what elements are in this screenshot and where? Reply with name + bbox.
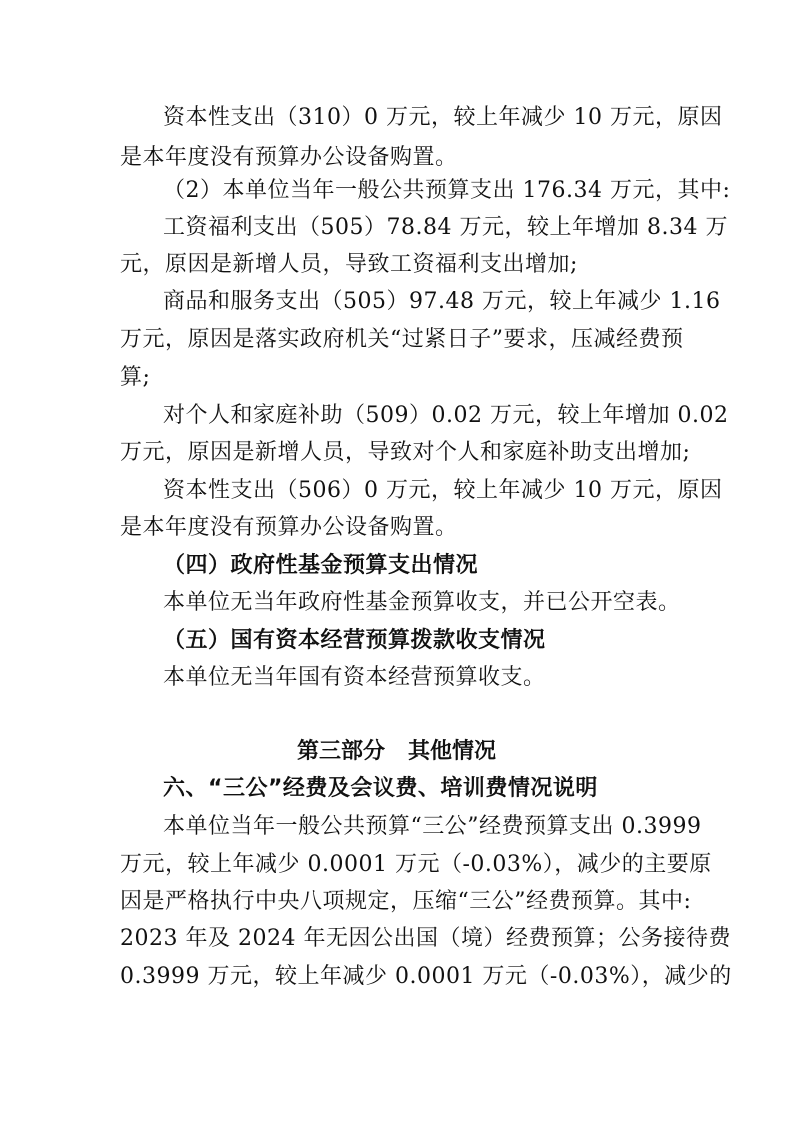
paragraph-line: 本单位无当年国有资本经营预算收支。 — [163, 665, 546, 690]
paragraph-line: 是本年度没有预算办公设备购置。 — [120, 145, 458, 170]
paragraph-line: 商品和服务支出（505）97.48 万元，较上年减少 1.16 — [163, 289, 721, 314]
part-title: 第三部分 其他情况 — [297, 739, 496, 764]
paragraph-line: 本单位当年一般公共预算“三公”经费预算支出 0.3999 — [163, 814, 702, 839]
paragraph-line: 资本性支出（506）0 万元，较上年减少 10 万元，原因 — [163, 478, 723, 503]
paragraph-line: 因是严格执行中央八项规定，压缩“三公”经费预算。其中: — [120, 889, 692, 914]
paragraph-line: 是本年度没有预算办公设备购置。 — [120, 515, 458, 540]
paragraph-line: （2）本单位当年一般公共预算支出 176.34 万元，其中: — [163, 178, 731, 203]
section-heading: （五）国有资本经营预算拨款收支情况 — [163, 628, 546, 653]
paragraph-line: 万元，原因是新增人员，导致对个人和家庭补助支出增加; — [120, 440, 691, 465]
paragraph-line: 对个人和家庭补助（509）0.02 万元，较上年增加 0.02 — [163, 403, 729, 428]
paragraph-line: 资本性支出（310）0 万元，较上年减少 10 万元，原因 — [163, 105, 723, 130]
paragraph-line: 元，原因是新增人员，导致工资福利支出增加; — [120, 252, 578, 277]
section-heading: 六、“三公”经费及会议费、培训费情况说明 — [163, 776, 598, 801]
paragraph-line: 0.3999 万元，较上年减少 0.0001 万元（-0.03%），减少的 — [120, 964, 732, 989]
paragraph-line: 万元，较上年减少 0.0001 万元（-0.03%），减少的主要原 — [120, 852, 712, 877]
paragraph-line: 2023 年及 2024 年无因公出国（境）经费预算；公务接待费 — [120, 926, 731, 951]
paragraph-line: 算; — [120, 365, 151, 390]
paragraph-line: 工资福利支出（505）78.84 万元，较上年增加 8.34 万 — [163, 215, 728, 240]
section-heading: （四）政府性基金预算支出情况 — [163, 553, 479, 578]
paragraph-line: 本单位无当年政府性基金预算收支，并已公开空表。 — [163, 590, 681, 615]
paragraph-line: 万元，原因是落实政府机关“过紧日子”要求，压减经费预 — [120, 327, 684, 352]
